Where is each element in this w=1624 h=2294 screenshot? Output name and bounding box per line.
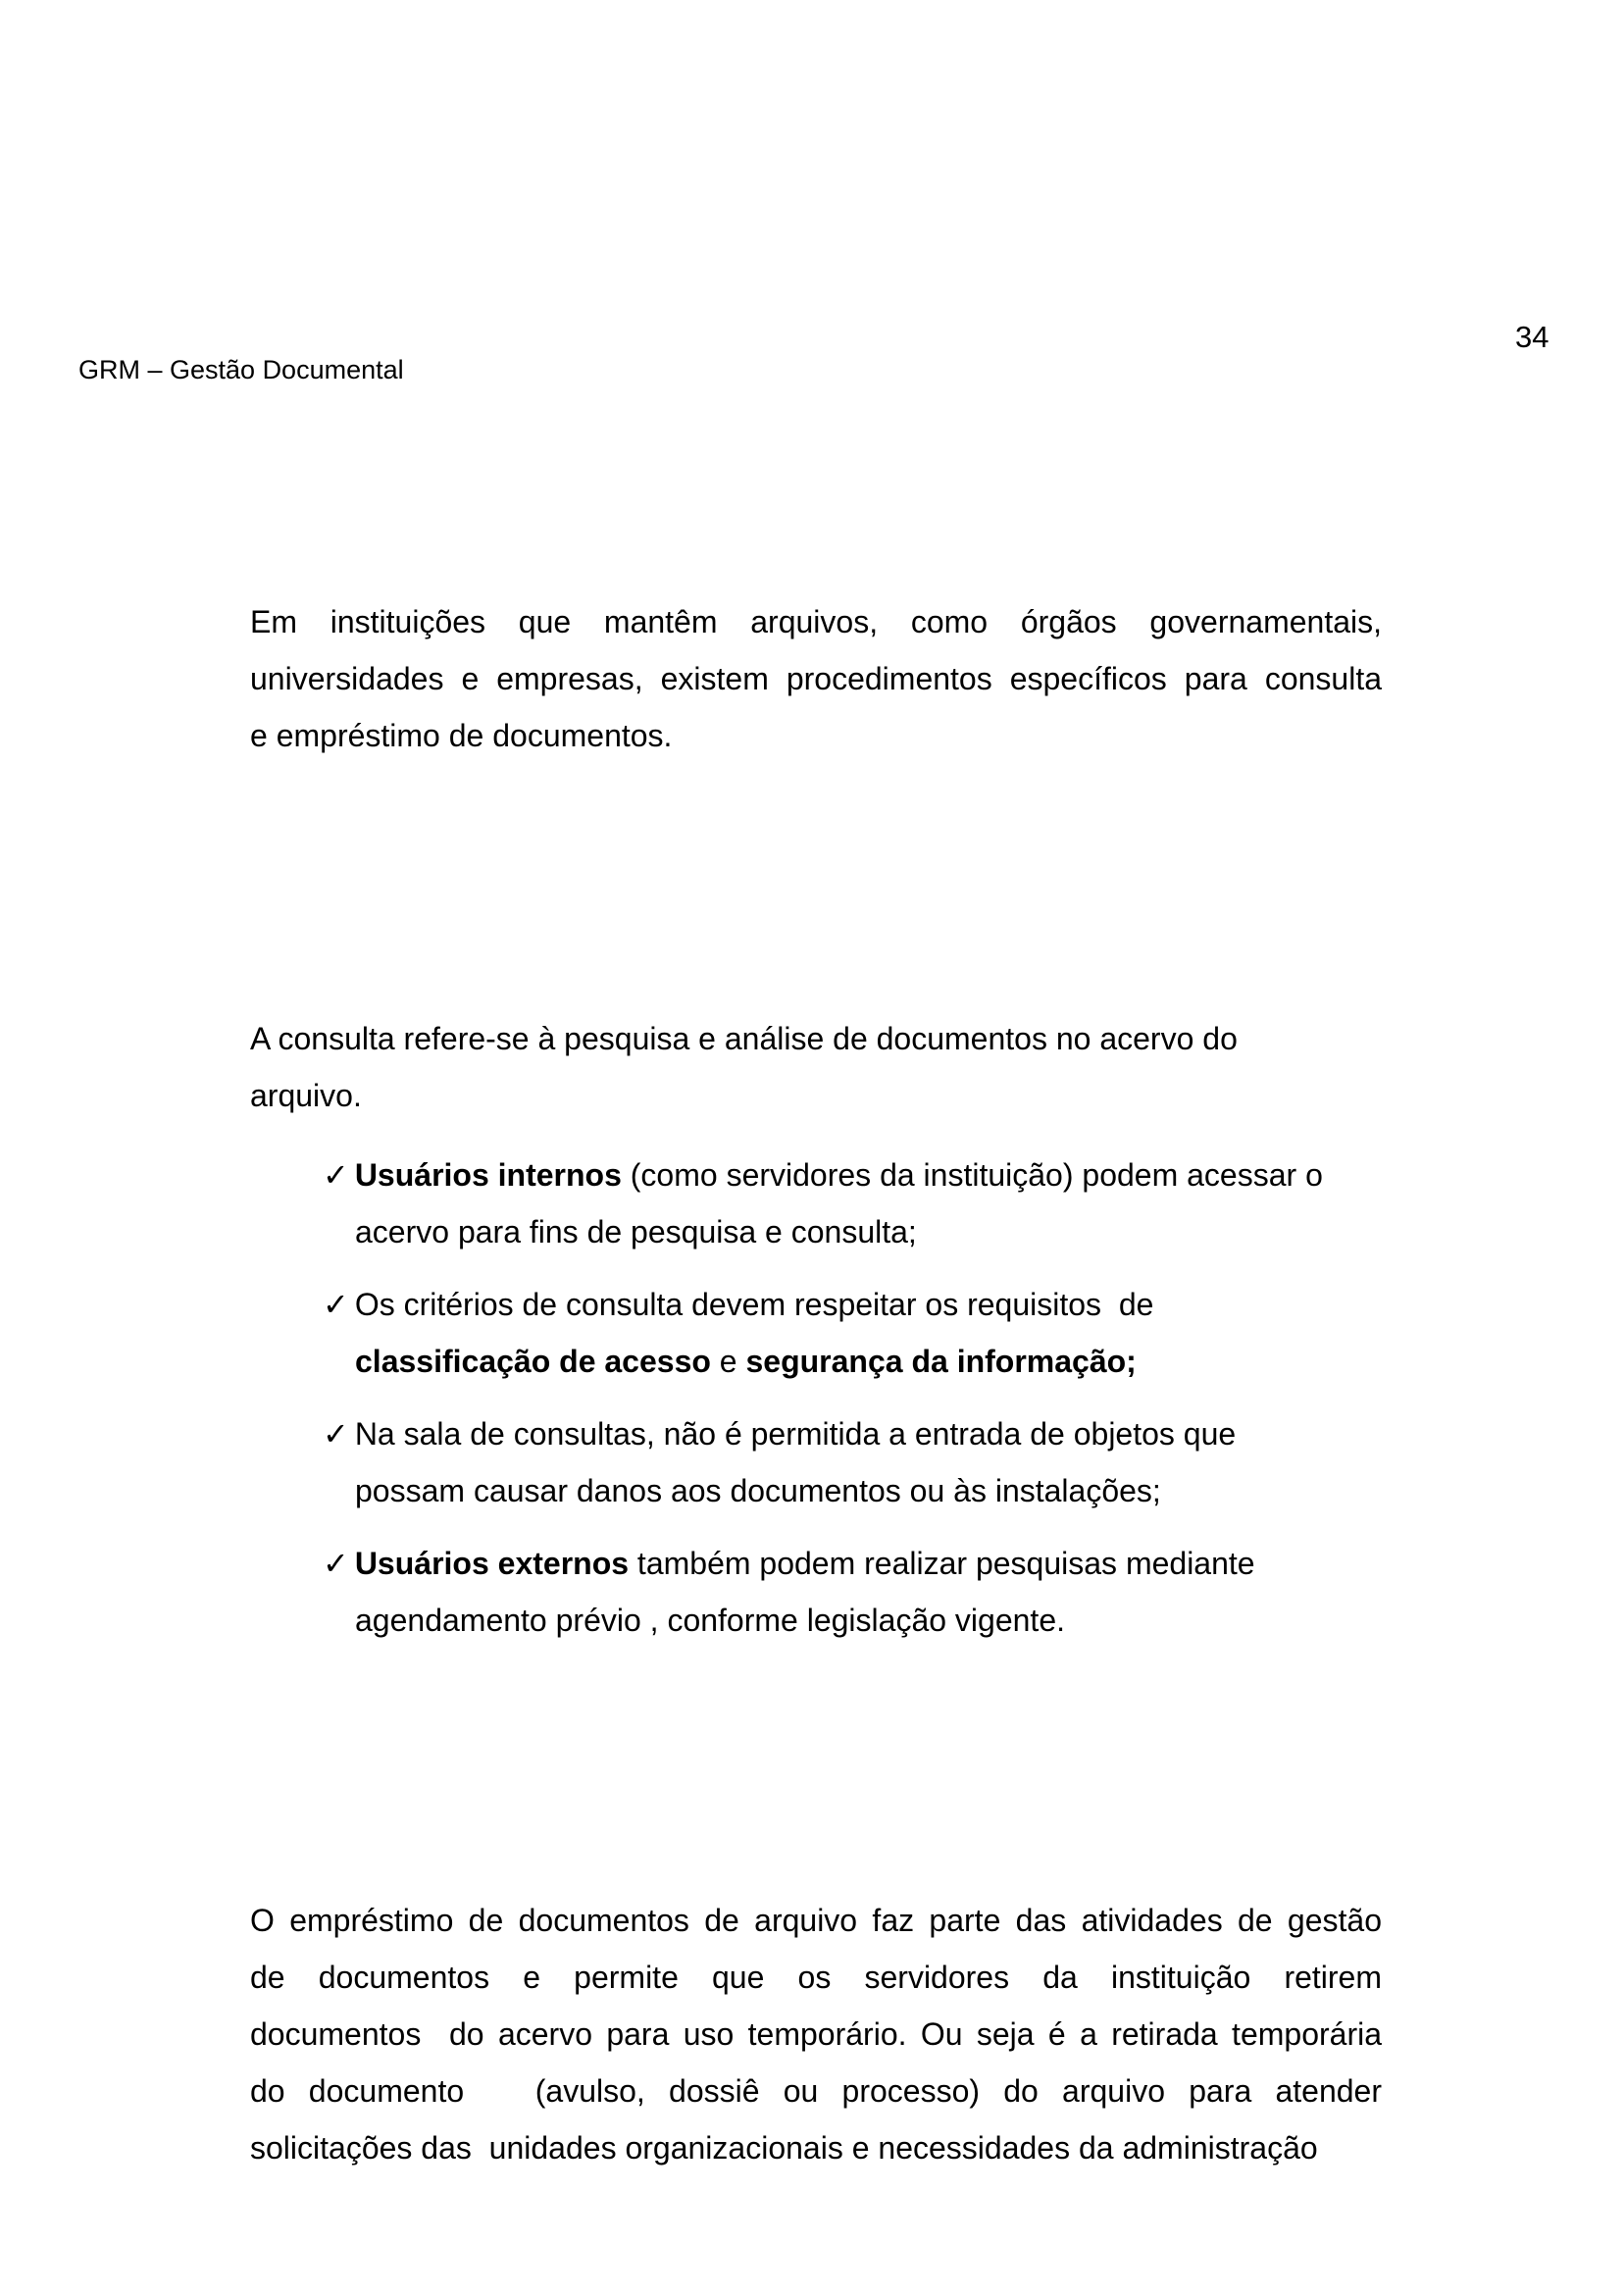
check-bullet-icon: ✓ [323, 1546, 349, 1581]
paragraph-line: O empréstimo de documentos de arquivo faz parte das atividades de gestão [250, 1903, 1382, 1938]
list-item-text: (como servidores da instituição) podem acessar o [621, 1157, 1323, 1193]
list-item-line [355, 1203, 1384, 1260]
list-item-line [323, 1405, 1384, 1462]
list-item-line [323, 1535, 1384, 1592]
check-bullet-icon: ✓ [323, 1287, 349, 1322]
list-item-text: Usuários externos [354, 1546, 630, 1581]
paragraph-line: A consulta refere-se à pesquisa e análise de documentos no acervo do [250, 1021, 1238, 1056]
list-item-text: acervo para fins de pesquisa e consulta; [355, 1214, 917, 1249]
page-number: 34 [1515, 320, 1549, 354]
list-item [323, 1276, 1384, 1390]
list-item-text: Os critérios de consulta devem respeitar os requisitos de [354, 1287, 1154, 1322]
paragraph-line: de documentos e permite que os servidores da instituição retirem [250, 1960, 1382, 1995]
paragraph-line: solicitações das unidades organizacionais e necessidades da administração [250, 2130, 1318, 2166]
paragraph-consulta [250, 1010, 1382, 1124]
list-item-line [355, 1462, 1384, 1519]
list-item-line [355, 1592, 1384, 1649]
list-item-text: classificação de acesso [355, 1344, 711, 1379]
paragraph-emprestimo [250, 1892, 1382, 2176]
paragraph-line: do documento (avulso, dossiê ou processo) do arquivo para atender [250, 2073, 1382, 2109]
list-item-line [323, 1276, 1384, 1333]
list-item-text: agendamento prévio , conforme legislação vigente. [355, 1603, 1065, 1638]
check-bullet-icon: ✓ [323, 1416, 349, 1452]
list-item [323, 1147, 1384, 1260]
paragraph-line: documentos do acervo para uso temporário. Ou seja é a retirada temporária [250, 2016, 1382, 2052]
list-item-text: e [710, 1344, 746, 1379]
paragraph-line: e empréstimo de documentos. [250, 718, 673, 753]
list-item-text: Usuários internos [354, 1157, 622, 1193]
list-item [323, 1405, 1384, 1519]
list-item-text: segurança da informação; [745, 1344, 1137, 1379]
running-header: GRM – Gestão Documental [78, 355, 404, 384]
paragraph-intro [250, 593, 1382, 764]
check-bullet-icon: ✓ [323, 1157, 349, 1193]
list-item-text: também podem realizar pesquisas mediante [629, 1546, 1255, 1581]
paragraph-line: arquivo. [250, 1078, 362, 1113]
list-item [323, 1535, 1384, 1649]
list-item-text: possam causar danos aos documentos ou às instalações; [355, 1473, 1161, 1508]
paragraph-line: universidades e empresas, existem procedimentos específicos para consulta [250, 661, 1382, 696]
paragraph-line: Em instituições que mantêm arquivos, como órgãos governamentais, [250, 604, 1382, 639]
list-item-line [323, 1147, 1384, 1203]
list-item-text: Na sala de consultas, não é permitida a entrada de objetos que [354, 1416, 1237, 1452]
list-item-line [355, 1333, 1384, 1390]
checkmark-list [323, 1147, 1384, 1664]
